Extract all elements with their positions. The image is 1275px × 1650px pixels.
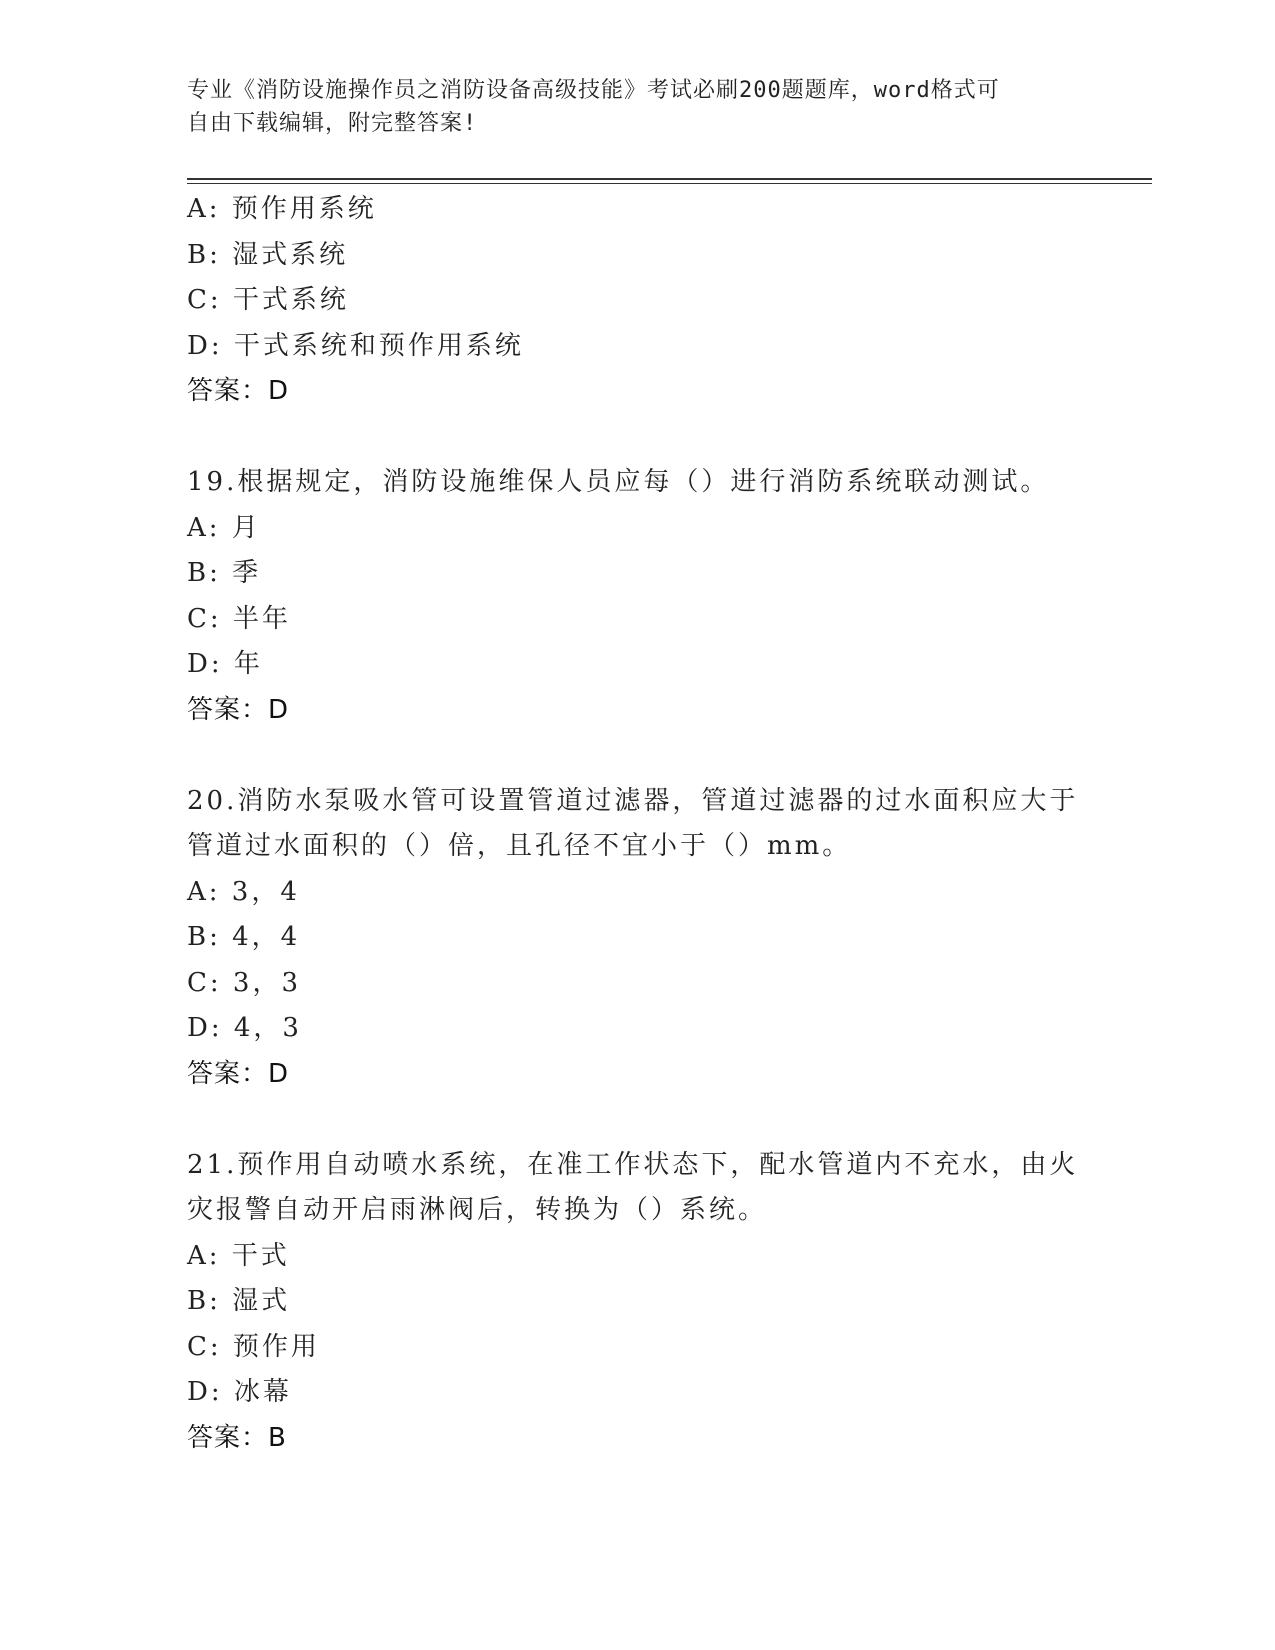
question-20 bbox=[187, 779, 1087, 1098]
option-d: D: 年 bbox=[187, 649, 263, 679]
option-a: A: 3，4 bbox=[187, 876, 300, 907]
spacer bbox=[187, 1097, 1087, 1143]
answer-line: 答案：D bbox=[187, 1058, 290, 1089]
option-c: C: 3，3 bbox=[187, 967, 302, 998]
header-divider-thick bbox=[187, 178, 1152, 180]
option-b: B: 湿式 bbox=[187, 1286, 291, 1316]
option-a: A: 预作用系统 bbox=[187, 194, 377, 224]
document-header bbox=[187, 74, 1087, 140]
option-a: A: 月 bbox=[187, 512, 261, 543]
header-divider-thin bbox=[187, 183, 1152, 184]
header-line-2: 自由下载编辑，附完整答案! bbox=[187, 111, 478, 136]
question-19 bbox=[187, 460, 1087, 733]
question-stem-line-2: 管道过水面积的（）倍，且孔径不宜小于（）mm。 bbox=[187, 831, 852, 861]
answer-line: 答案：D bbox=[187, 376, 290, 406]
spacer bbox=[187, 415, 1087, 461]
option-c: C: 干式系统 bbox=[187, 285, 349, 315]
option-c: C: 半年 bbox=[187, 603, 291, 634]
answer-line: 答案：D bbox=[187, 694, 290, 725]
answer-line: 答案：B bbox=[187, 1422, 287, 1453]
option-d: D: 干式系统和预作用系统 bbox=[187, 330, 524, 361]
question-stem-line-2: 灾报警自动开启雨淋阀后，转换为（）系统。 bbox=[187, 1195, 768, 1225]
header-line-1: 专业《消防设施操作员之消防设备高级技能》考试必刷200题题库，word格式可 bbox=[187, 78, 1000, 103]
option-a: A: 干式 bbox=[187, 1240, 290, 1271]
question-stem: 19.根据规定，消防设施维保人员应每（）进行消防系统联动测试。 bbox=[187, 467, 1050, 497]
question-stem-line-1: 21.预作用自动喷水系统，在准工作状态下，配水管道内不充水，由火 bbox=[187, 1149, 1079, 1180]
question-21 bbox=[187, 1143, 1087, 1462]
question-18-continued bbox=[187, 187, 1087, 415]
option-b: B: 季 bbox=[187, 558, 262, 588]
option-b: B: 4，4 bbox=[187, 922, 301, 952]
spacer bbox=[187, 733, 1087, 779]
question-list bbox=[187, 187, 1087, 1461]
question-stem-line-1: 20.消防水泵吸水管可设置管道过滤器，管道过滤器的过水面积应大于 bbox=[187, 785, 1079, 816]
option-b: B: 湿式系统 bbox=[187, 239, 349, 270]
option-d: D: 冰幕 bbox=[187, 1377, 292, 1407]
option-c: C: 预作用 bbox=[187, 1331, 320, 1362]
option-d: D: 4，3 bbox=[187, 1013, 302, 1043]
